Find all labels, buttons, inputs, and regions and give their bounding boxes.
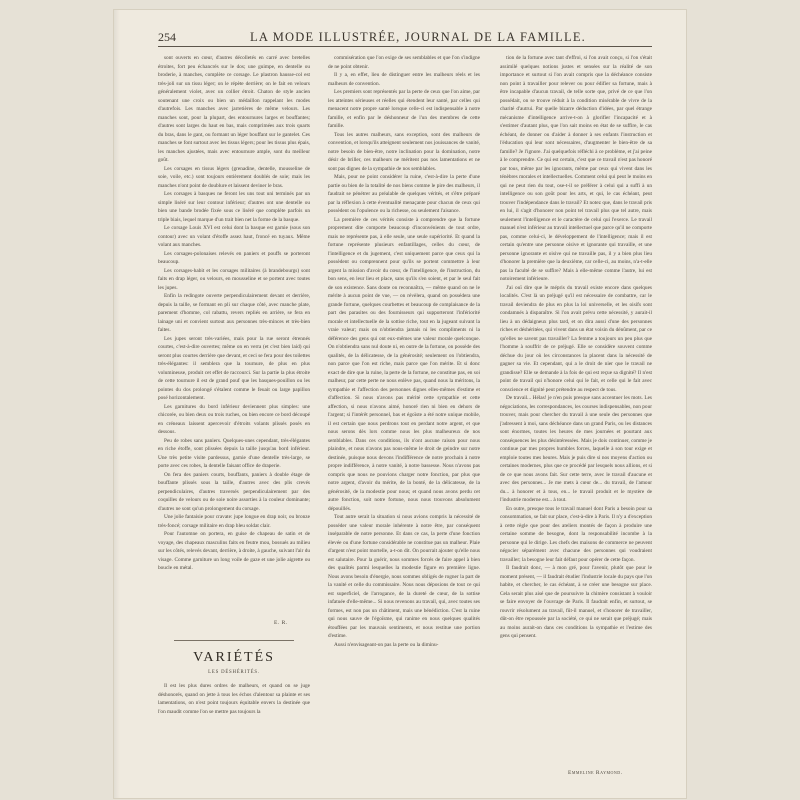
paragraph: sont ouverts en cœur, d'autres décolletés en carré avec bretelles étroites, fort peu échancrés sur le dos; une guimpe, en dentelle ou broderie, à manches, complète ce corsage. Le plastron hausse-col est très-joli sur un tissu léger; on le répète derrière; on le fait en velours généralement violet, avec un collier étroit. Chaton de style ancien soutenant une croix ou bien un médaillon rappelant les modes d'autrefois. Les manches avec jarretières de même velours. Les manches sont, pour la plupart, des entournures larges et bouffantes; d'autres sont larges du haut en bas, mais comprimées aux trois quarts du bras, dans le gant, ou formant un léger bouffant sur le gantelet. Ces manches se font surtout avec les tissus légers; pour les tissus plus épais, les manches ajustées, mais avec entournure ample, sont du meilleur goût. <box>158 55 310 163</box>
section-divider <box>174 640 294 641</box>
paragraph: Peu de robes sans paniers. Quelques-unes cependant, très-élégantes en riche étoffe, sont plissées depuis la taille jusqu'au bord inférieur. Une très petite visite pardessus, garnie d'une dentelle très-large, se porte avec ces robes, la dentelle faisant office de draperie. <box>158 437 310 469</box>
journal-title: LA MODE ILLUSTRÉE, JOURNAL DE LA FAMILLE. <box>250 30 586 44</box>
paragraph: Tout autre serait la situation si nous avions compris la nécessité de posséder une valeur morale inhérente à notre être, par conséquent inséparable de notre personne. Et dans ce cas, la perte d'une fonction élevée ou d'une fortune considérable ne constitue pas un malheur. Plaie d'argent n'est point mortelle, a-t-on dit. On pourrait ajouter qu'elle nous est salutaire. Pour la guérir, nous sommes forcés de faire appel à bien des qualités parmi lesquelles la modestie figure en première ligne. Nous avons besoin d'énergie, nous sommes obligés de rogner la part de la vanité et celle du commissaire. Nous nous déposions de tout ce qui est superficiel, de l'arrogance, de la dureté de cœur, de la sottise infatuée d'elle-même... Si nous revenons au travail, qui, avec toutes ses formes, est non pas un châtiment, mais une bénédiction. C'est la ruine qui nous sauve de l'égoïsme, qui ranime en nous quelques qualités étouffées par les mauvais sentiments, et nous restitue une portion d'estime. <box>328 514 480 639</box>
paragraph: On fera des paniers courts, bouffants, paniers à double étage de bouffante plissés sous la taille, d'autres avec des plis crevés perpendiculaires, d'autres traversés perpendiculairement par des coquilles de velours ou de soie noire assorties à la couleur dominante; d'autres ne sont qu'un prolongement du corsage. <box>158 471 310 512</box>
paragraph: tion de la fortune avec tant d'effroi, si l'on avait conçu, si l'on s'était assimilé quelques notions justes et sensées sur la réalité de son importance et surtout si l'on avait compris que la déchéance consiste non point à travailler pour relever ou pour édifier sa fortune, mais à être incapable d'aucun travail, de telle sorte que, privé de ce que l'on possédait, on se trouve réduit à la condition misérable de vivre de la charité d'autrui. Par quelle bizarre déduction d'idées, par quel étrange mécanisme d'intelligence arrive-t-on à glorifier l'incapacité et à s'estimer d'autant plus, que l'on sait moins en état de se suffire, le cas échéant, de donner ou d'aider à donner à ses enfants l'instruction et l'éducation qui leur sont nécessaires, d'augmenter le bien-être de sa famille? Je l'ignore. J'ai quelquefois réfléchi à ce problème, et j'ai peine à le comprendre. Ce qui est certain, c'est que ce travail n'est pas honoré par tous, même par les ignorants, même par ceux qui vivent dans les ténèbres morales et intellectuelles. Comment celui qui peut le moins en qui ne peut rien du tout, ose-t-il se préférer à celui qui a suffi à un intelligence ou son goût pour les arts, et qui, le cas échéant, peut trouver l'indépendance dans le travail? Et notez que, dans le travail pris en lui, il s'agit d'honorer non point tel travail plus que tel autre, mais seulement l'intelligence et le caractère de celui qui l'exerce. Le travail manuel n'est inférieur au travail intellectuel que parce qu'il ne comporte pas, comme celui-ci, le développement de l'intelligence; mais il est certain qu'entre une personne oisive et ignorante qui travaille, et une personne ignorante et oisive qui ne travaille pas, il y a bien plus lieu d'honorer la première que la deuxième, car celle-ci, au moins, n'a-t-elle pas la faculté de se suffire? Mais à elle-même comme l'autre, lui est notoirement inférieure. <box>500 55 652 282</box>
header-rule <box>158 46 652 47</box>
paragraph: De travail... Hélas! je n'en puis presque sans accentuer les mots. Les négociations, les correspondances, les courses indispensables, non pour trouver, mais pour chercher du travail à une seule des personnes que j'adressent à moi, sans déchéance dans un grand Paris, ou les distances sont énormes, toutes les heures de mes journées et pourtant aux conséquences les plus désintéressées. Mais je dois continuer, comme je continue par mes propres humbles forces, laquelle à son tour exige et emploie toutes mes heures. Mais je puis dire si nos moyens d'action ou certaines modernes, plus que ce procédé par lesquels nous allions, et si de ce que nous avons fait. Sur cette terre, avec le travail d'aucune et avec des personnes... Je me mets à cœur de... du travail, de l'amour du... à honorer et à tous, en... le travail produit et le mystère de l'industrie moderne est... à tout. <box>500 395 652 503</box>
paragraph: Aussi n'envisageant-on pas la perte ou la diminu- <box>334 641 439 648</box>
paragraph: En outre, presque tous le travail manuel dont Paris a besoin pour sa consommation, se fait sur place, c'est-à-dire à Paris. Il n'y a d'exception à cette règle que pour des ateliers montés de façon à produire une certaine somme de besogne, dont la responsabilité incombe à la personne qui le dirige. Les chefs des maisons de commerce ne peuvent négocier séparément avec chacune des personnes qui voudraient travailler; la besogne leur fait défaut pour opérer de cette façon. <box>500 505 652 563</box>
newspaper-page <box>114 10 686 798</box>
paragraph: Pour l'automne on portera, en guise de chapeau de satin et de voyage, des chapeaux masculins faits en feutre mou, bossués au milieu sur les côtés, relevés devant, derrière, à droite, à gauche, suivant l'air du visage. Comme garniture un long voile de gaze et une jolie aigrette ou boucle en métal. <box>158 531 310 571</box>
running-head <box>158 30 652 46</box>
paragraph: Tous les autres malheurs, sans exception, sont des malheurs de convention, et lorsqu'ils atteignent seulement nos jouissances de vanité, notre besoin de bien-être, notre inclination pour la domination, notre désir de briller, ces malheurs ne méritent pas nos lamentations et ne sont pas dignes de la sympathie de nos semblables. <box>328 131 480 172</box>
paragraph: Les corsages-habit et les corsages militaires (à brandebourgs) sont faits en drap léger, ou velours, en mousseline et se portent avec toutes les jupes. <box>158 267 310 291</box>
paragraph: Les corsages en tissus légers (grenadine, dentelle, mousseline de soie, voile, etc.) sont toujours entièrement doublés de soie; mais les manches n'ont point de doublure et laissent deviner le bras. <box>158 165 310 189</box>
page-number: 254 <box>158 30 176 44</box>
paragraph: Il est les plus dures ordres de malheurs, et quand on se juge déshonorés, quand on jette à tous les échos d'alentour sa plainte et ses lamentations, on n'est point toujours équitable envers la destinée que l'on maudit comme l'on se mettre pas toujours la <box>158 683 310 715</box>
paragraph: Les corsages-polonaises relevés en paniers et pouffs se porteront beaucoup. <box>158 250 310 265</box>
paragraph: Une jolie fantaisie pour cravate: jupe longue en drap noir, ou bronze très-foncé; corsage militaire en drap bleu soldat clair. <box>158 514 310 529</box>
varietes-text <box>158 682 310 792</box>
paragraph: Les corsages à basques ne feront les uns tout uni terminés par un simple liséré sur leur contour inférieur; d'autres ont une dentelle ou bien une bande brodée fixée sous ce liséré que complète parfois un triple biais, lequel marque d'un trait bien net la forme de la basque. <box>158 191 310 223</box>
column-3-text <box>500 54 652 770</box>
paragraph: Les jupes seront très-variées, mais pour la rue seront étrennés courtes, c'est-à-dire ouvertes; même on en verra (et c'est bien laid) qui seront plus courtes derrière que devant, et ceci se fera pour des toilettes très-élégantes: il semblera que la tournure, de plus en plus volumineuse, produit cet effet de raccourci. Sur la partie la plus étroite de cette tournure il est de grand pouf que les basques-pouillon ou les pointes du dos prolongé s'étalent comme le feuait ou large papillon posé horizontalement. <box>158 335 310 401</box>
paragraph: Les garnitures du bord inférieur deviennent plus simples: une chicorée, ou bien deux ou trois ruches, ou bien encore ce bord découpé en créneaux laissent apercevoir d'étroits volants plissés posés en dessous. <box>158 403 310 435</box>
paragraph: commisération que l'on exige de ses semblables et que l'on s'indigne de ne point obtenir. <box>328 55 480 70</box>
paragraph: La première de ces vérités consiste à comprendre que la fortune proprement dite comporte beaucoup d'inconvénients de tout ordre, mais ne représente pas, à elle seule, une seule supériorité. Et quand la fortune représente plusieurs enfantillages, celles du cœur, de l'intelligence et du jugement, c'est uniquement parce que ceux qui la possèdent ou comprennent pour qu'ils se portent commettre à leur argent la mission d'avoir du cœur, de l'intelligence, de l'instruction, du bon sens, en leur lieu et place, sans qu'ils s'en soient, et par le seul fait de son existence. Sans doute on reconnaîtra, — même quand on ne le mérite à aucun point de vue, — on révèlera, quand on possédera une grande fortune, quelques courbettes et beaucoup de complaisance de la part des parasites ou des fournisseurs qui supporteront l'infériorité morale et intellectuelle de la sottise riche, tout en la jugeant suivant la vraie valeur; mais on n'obtiendra jamais ni les compliments ni la déférence des gens qui ont eux-mêmes une valeur morale quelconque. On n'obtiendra sans nul doute ni, en outre de la fortune, on possède des qualités, de la délicatesse, de la générosité; seulement on l'obtiendra, non parce que l'on est riche, mais parce que l'on mérite. Et si donc exact de dire que la ruine, la perte de la fortune, ne constitue pas, en soi malheur, par cette perte ne nous enlève pas, quand nous la méritons, la sympathie et l'affection des personnes dignes elles-mêmes d'estime et d'affection. Si nous n'avons pas mérité cette sympathie et cette affection, si nous n'avons aimé, honoré rien ni bien en dehors de l'argent; si l'intérêt personnel, bas et égoïste a été notre unique mobile, il est certain que nous perdrons tout en perdant notre argent, et que nous serons dès lors comme nous les plus malheureux de nos semblables. Dans ces conditions, ils n'ont aucune raison pour nous plaindre, et nous n'avons pas nous-même le droit de geindre sur notre destinée, puisque nous devons l'indifférence de notre prochain à notre propre indifférence, à notre vanité, à notre bassesse. Nous n'avons pas compris que nous ne pouvions charger notre fonction, par plus que notre argent, d'avoir du mérite, de la bonté, de la délicatesse, de la générosité, de la modestie pour nous; et quand nous avons perdu cet autre fonction, soit notre fortune, nous nous trouvons absolument dépouillés. <box>328 216 480 512</box>
column-1-fashion-text <box>158 54 310 654</box>
section-title: VARIÉTÉS <box>193 650 275 665</box>
section-subtitle: LES DÉSHÉRITÉS. <box>208 670 260 675</box>
paragraph: J'ai ouï dire que le mépris du travail existe encore dans quelques localités. C'est là un préjugé qu'il est nécessaire de combattre, car le travail deviendra de plus en plus la loi universelle, et les oisifs sont condamnés à disparaître. Si l'on avait prévu cette nécessité, y aurait-il lieu à un dédaigneux plus tard, et on dira aussi d'une des personnes riches et déshéritées, qui vivent dans un état voisin du dénûment, par ce qu'elles ne savent pas travailler? La femme a toujours un peu plus que l'homme à souffrir de ce préjugé. Elle se considère souvent comme déchue du jour où les circonstances la placent dans la nécessité de gagner sa vie. Et cependant, qui a le droit de nier que le travail ne grandisse? Elle se demande à la fois de qui est reçue sa dignité? Il n'est point de travail qui n'honore celui qui le fait, et celle qui le fait avec conscience et dignité peut prétendre au respect de tous. <box>500 284 652 393</box>
paragraph: Les premiers sont représentés par la perte de ceux que l'on aime, par les atteintes sérieuses et réelles qui étendent leur santé, par celles qui menacent notre propre santé lorsque celle-ci est indispensable à notre famille, et enfin par le déshonneur de l'un des membres de cette famille. <box>328 89 480 129</box>
column-3-signature: Emmeline Raymond. <box>568 770 623 776</box>
paragraph: Mais, pour ne point considérer la ruine, c'est-à-dire la perte d'une partie ou bien de la totalité de nos biens comme le pire des malheurs, il faudrait se pénétrer au préalable de quelques vérités, et s'être préparé par la réflexion à cette éventualité menaçante pour chacun de ceux qui possèdent ou l'opulence ou la richesse, ou seulement l'aisance. <box>328 174 480 214</box>
paragraph: Le corsage Louis XVI est celui dont la basque est garnie (sous son contour) avec un volant d'étoffe assez haut, froncé en tuyaux. Même volant aux manches. <box>158 225 310 248</box>
paragraph: Il y a, en effet, lieu de distinguer entre les malheurs réels et les malheurs de convention. <box>328 72 480 87</box>
paragraph: Il faudrait donc, — à mon gré, pour l'avenir, plutôt que pour le moment présent, — il faudrait étudier l'industrie locale du pays que l'on habite, et chercher, le cas échéant, à se créer une besogne sur place. Cela serait plus aisé que de poursuivre la chimère consistant à vouloir se faire envoyer de l'ouvrage de Paris. Il faudrait enfin, et surtout, se rouvrir résolument au travail, fût-il manuel, et s'honorer de travailler, dût-on être repoussée par la société, ce qui ne serait que préjugé; mais au moins aurait-on dans ces conditions la sympathie et l'estime des gens qui pensent. <box>500 565 652 639</box>
page-edge-shadow <box>114 10 120 798</box>
paragraph: Enfin la redingote ouverte perpendiculairement devant et derrière, depuis la taille, se formant en pli sur chaque côté, avec manche plate, parement d'homme, col rabattu, revers repliés en arrière, se fera en lainage uni et convient surtout aux personnes très-minces et très-bien faites. <box>158 293 310 333</box>
column-2-text <box>328 54 480 754</box>
column-1-signature: E. R. <box>274 620 288 626</box>
